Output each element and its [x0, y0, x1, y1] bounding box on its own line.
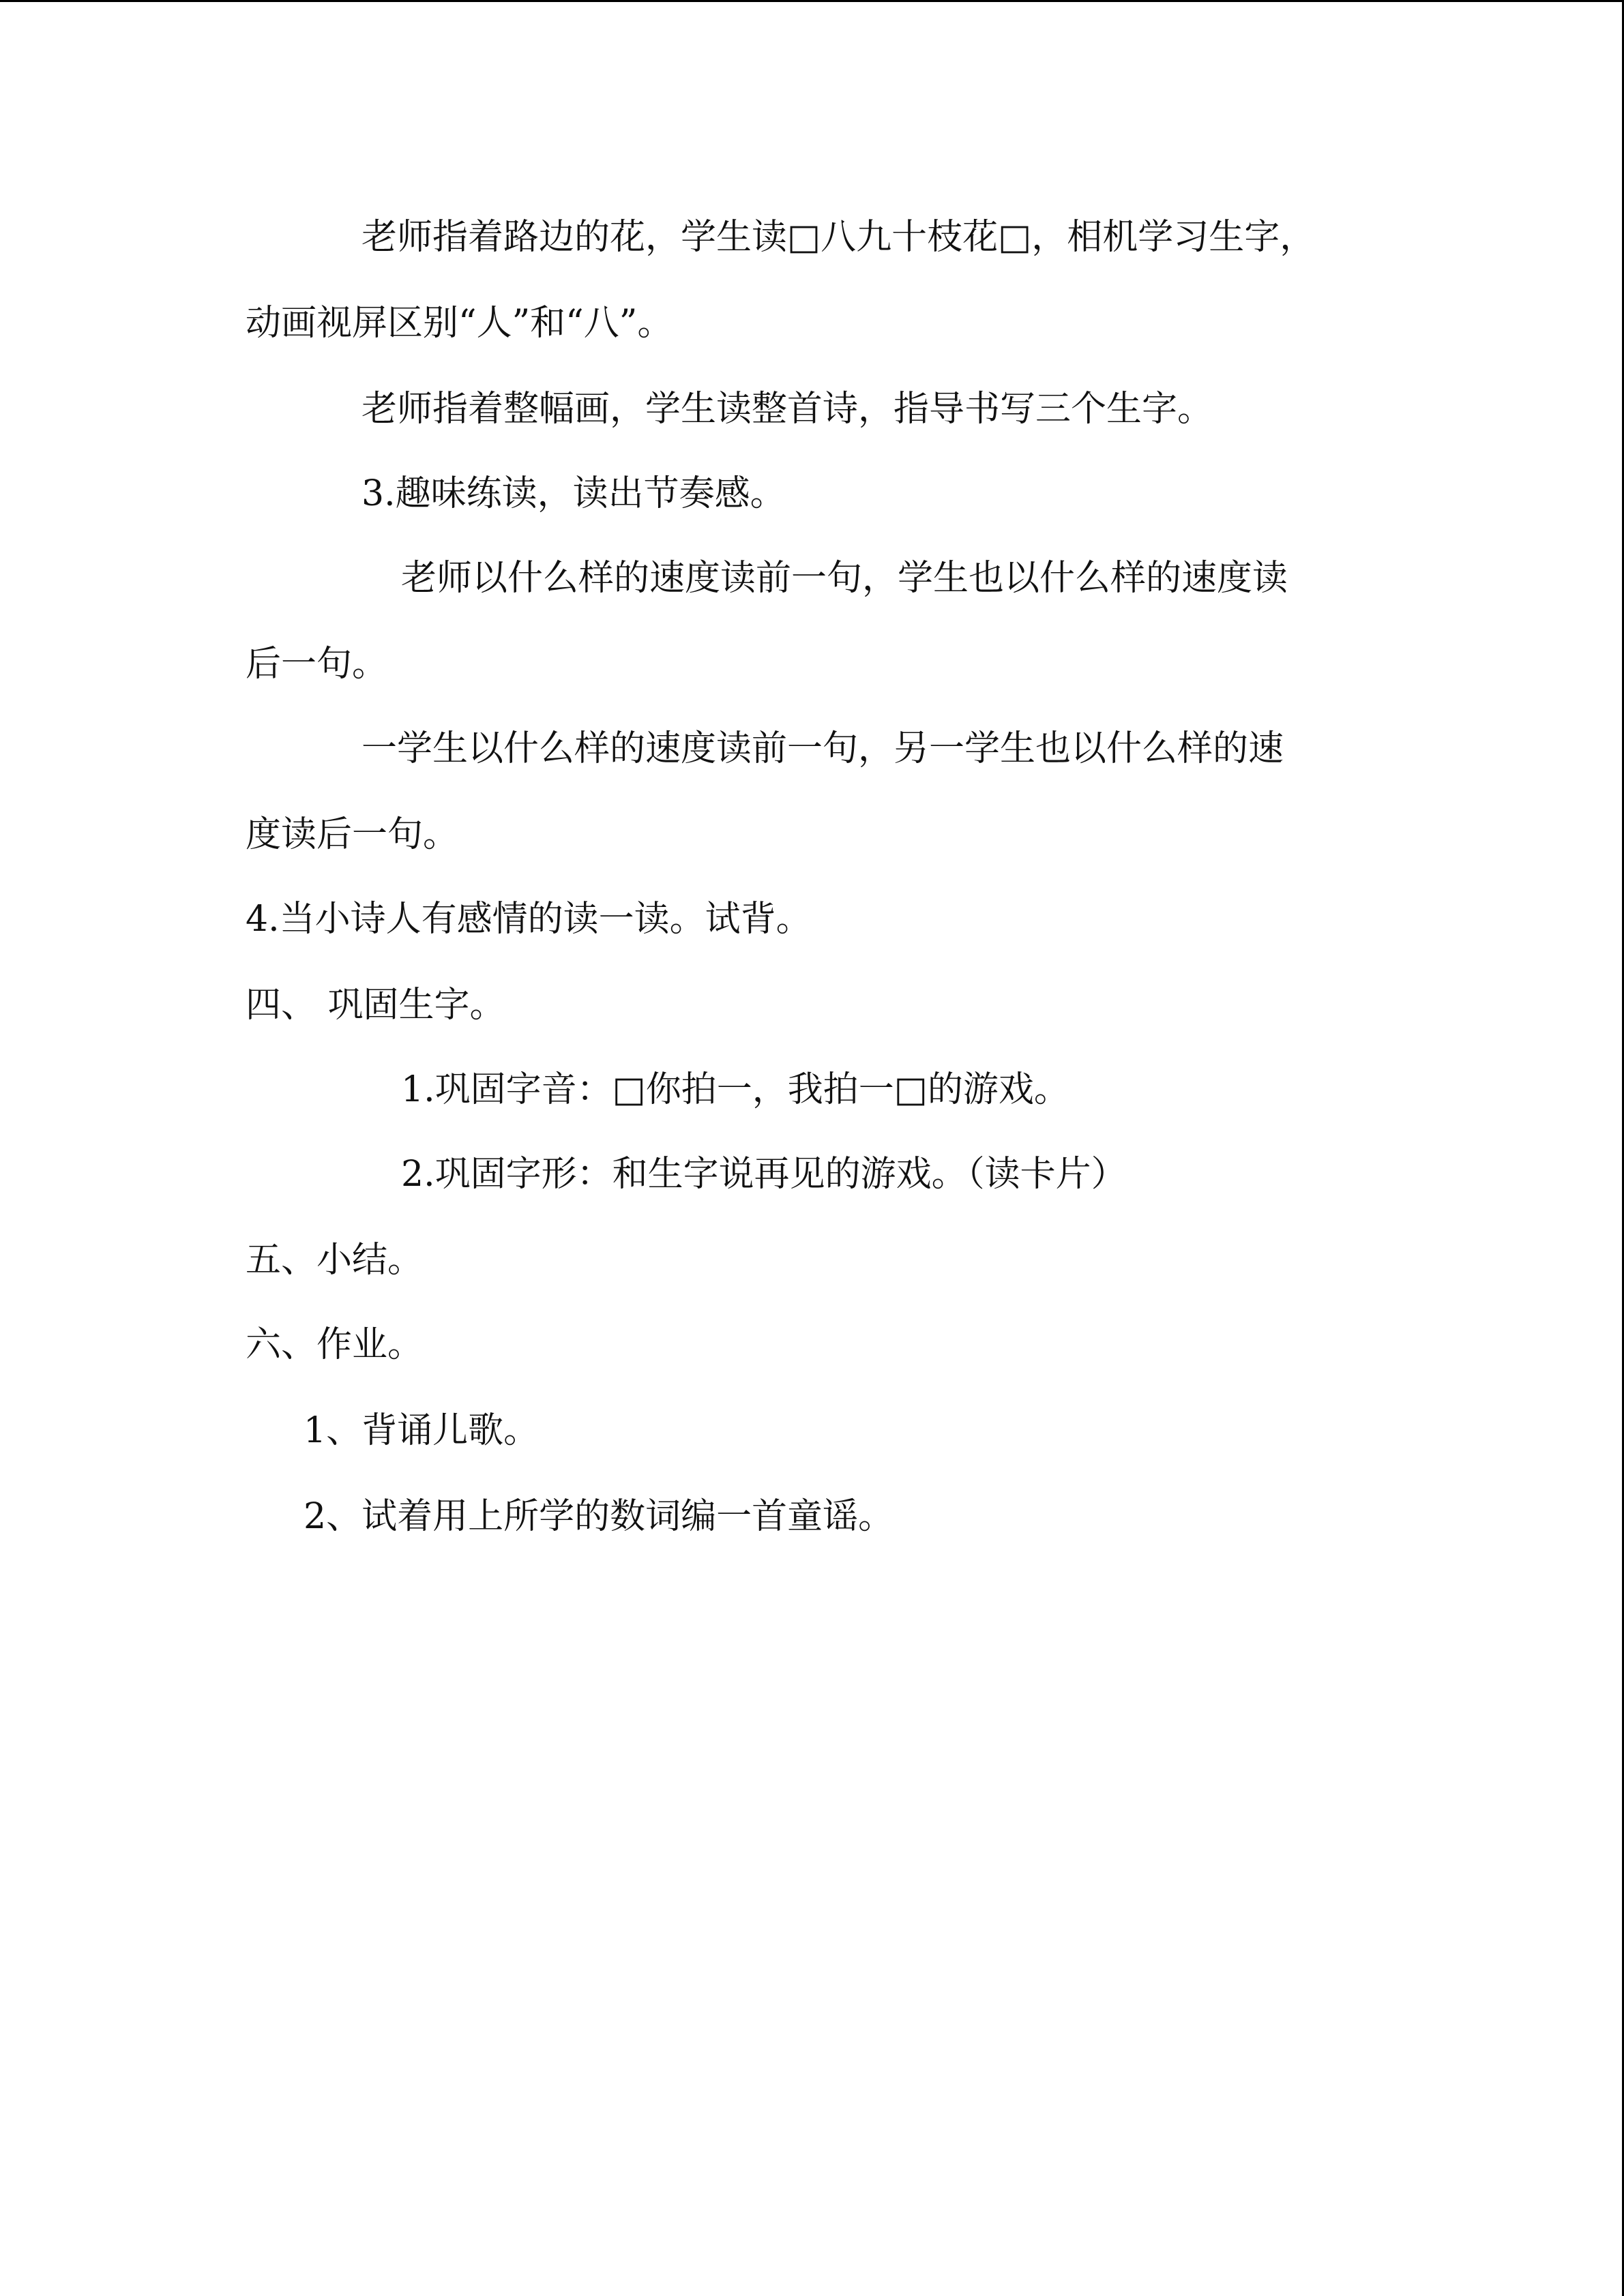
- paragraph-line: 老师指着整幅画，学生读整首诗，指导书写三个生字。: [361, 389, 1213, 430]
- list-item: 2、试着用上所学的数词编一首童谣。: [304, 1496, 894, 1537]
- paragraph-line: 度读后一句。: [246, 814, 459, 855]
- paragraph-line: 后一句。: [246, 644, 388, 685]
- list-item: 1.巩固字音：□你拍一，我拍一□的游戏。: [401, 1069, 1069, 1110]
- paragraph-line: 4.当小诗人有感情的读一读。试背。: [246, 899, 812, 940]
- paragraph-line: 老师指着路边的花，学生读□八九十枝花□，相机学习生字，: [361, 217, 1316, 258]
- section-heading: 四、 巩固生字。: [246, 985, 505, 1026]
- section-heading: 六、作业。: [246, 1324, 424, 1365]
- paragraph-line: 一学生以什么样的速度读前一句，另一学生也以什么样的速: [361, 728, 1284, 769]
- list-item: 2.巩固字形：和生字说再见的游戏。（读卡片）: [401, 1154, 1127, 1195]
- paragraph-line: 动画视屏区别“人”和“八”。: [246, 303, 673, 344]
- section-heading: 五、小结。: [246, 1240, 424, 1281]
- paragraph-line: 3.趣味练读，读出节奏感。: [361, 473, 786, 514]
- paragraph-line: 老师以什么样的速度读前一句，学生也以什么样的速度读: [401, 558, 1288, 599]
- list-item: 1、背诵儿歌。: [304, 1410, 540, 1451]
- page-top-border: [0, 0, 1624, 2]
